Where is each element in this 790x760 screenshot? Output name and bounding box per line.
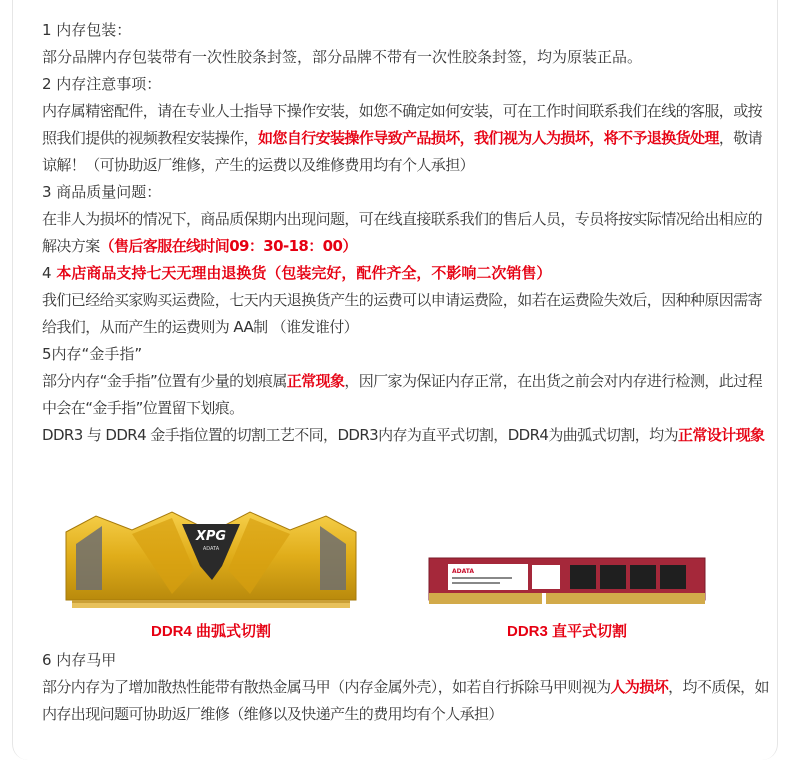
ddr4-brand: ADATA (202, 546, 220, 552)
section-5-title: 5内存“金手指” (42, 345, 143, 363)
section-6-body (42, 674, 772, 728)
ddr4-gold-fingers (72, 603, 350, 608)
section-2-warning: 如您自行安装操作导致产品损坏，我们视为人为损坏，将不予退换货处理 (258, 129, 719, 147)
section-4-body: 我们已经给买家购买运费险，七天内天退换货产生的运费可以申请运费险，如若在运费险失效后，因种种原因需寄给我们，从而产生的运费则为 AA制 （谁发谁付） (42, 291, 763, 336)
section-5-p1-a: 部分内存“金手指”位置有少量的划痕属 (42, 372, 287, 390)
section-5-p2-a: DDR3 与 DDR4 金手指位置的切割工艺不同，DDR3内存为直平式切割，DDR4为曲弧式切割，均为 (42, 426, 678, 444)
ddr4-logo: XPG (195, 529, 227, 544)
return-policy: 本店商品支持七天无理由退换货（包装完好，配件齐全，不影响二次销售） (56, 264, 552, 282)
ddr3-module-image (428, 557, 706, 607)
section-2-body-a: 内存属精密配件，请在专业人士指导下操作安装，如您不确定如何安装，可在工作时间联系我们在线的客服，或按照我们提供的视频教程安装操作， (42, 102, 763, 147)
human-damage: 人为损坏 (610, 678, 669, 696)
service-hours: （售后客服在线时间09：30-18：00） (99, 237, 357, 255)
section-2-body (42, 98, 772, 179)
section-3-title: 3 商品质量问题： (42, 183, 162, 201)
section-5-para-1 (42, 368, 772, 422)
section-2-body-b: ，敬请谅解！（可协助返厂维修，产生的运费以及维修费用均有个人承担） (42, 129, 763, 174)
section-6-body-a: 部分内存为了增加散热性能带有散热金属马甲（内存金属外壳），如若自行拆除马甲则视为 (42, 678, 611, 696)
notice-text-top (42, 17, 772, 449)
section-6-title: 6 内存马甲 (42, 651, 117, 669)
section-2-title: 2 内存注意事项： (42, 75, 162, 93)
section-4-number: 4 (42, 264, 57, 282)
section-6-body-b: ，均不质保，如内存出现问题可协助返厂维修（维修以及快递产生的费用均有个人承担） (42, 678, 769, 723)
ddr3-caption: DDR3 直平式切割 (506, 623, 627, 640)
notice-text-bottom (42, 647, 772, 728)
ddr3-logo: ADATA (452, 568, 475, 575)
ddr4-caption: DDR4 曲弧式切割 (150, 623, 271, 640)
section-3-body (42, 206, 772, 260)
normal-design: 正常设计现象 (677, 426, 765, 444)
ddr4-module-image (62, 510, 360, 612)
section-1-title: 1 内存包装： (42, 21, 132, 39)
section-5-para-2 (42, 422, 772, 449)
section-4-title (42, 260, 772, 287)
normal-phenomenon: 正常现象 (286, 372, 345, 390)
section-5-p1-b: ，因厂家为保证内存正常，在出货之前会对内存进行检测，此过程中会在“金手指”位置留下划痕。 (42, 372, 762, 417)
section-1-body: 部分品牌内存包装带有一次性胶条封签，部分品牌不带有一次性胶条封签，均为原装正品。 (42, 48, 643, 66)
section-3-body-text: 在非人为损坏的情况下，商品质保期内出现问题，可在线直接联系我们的售后人员，专员将按实际情况给出相应的解决方案 (42, 210, 763, 255)
